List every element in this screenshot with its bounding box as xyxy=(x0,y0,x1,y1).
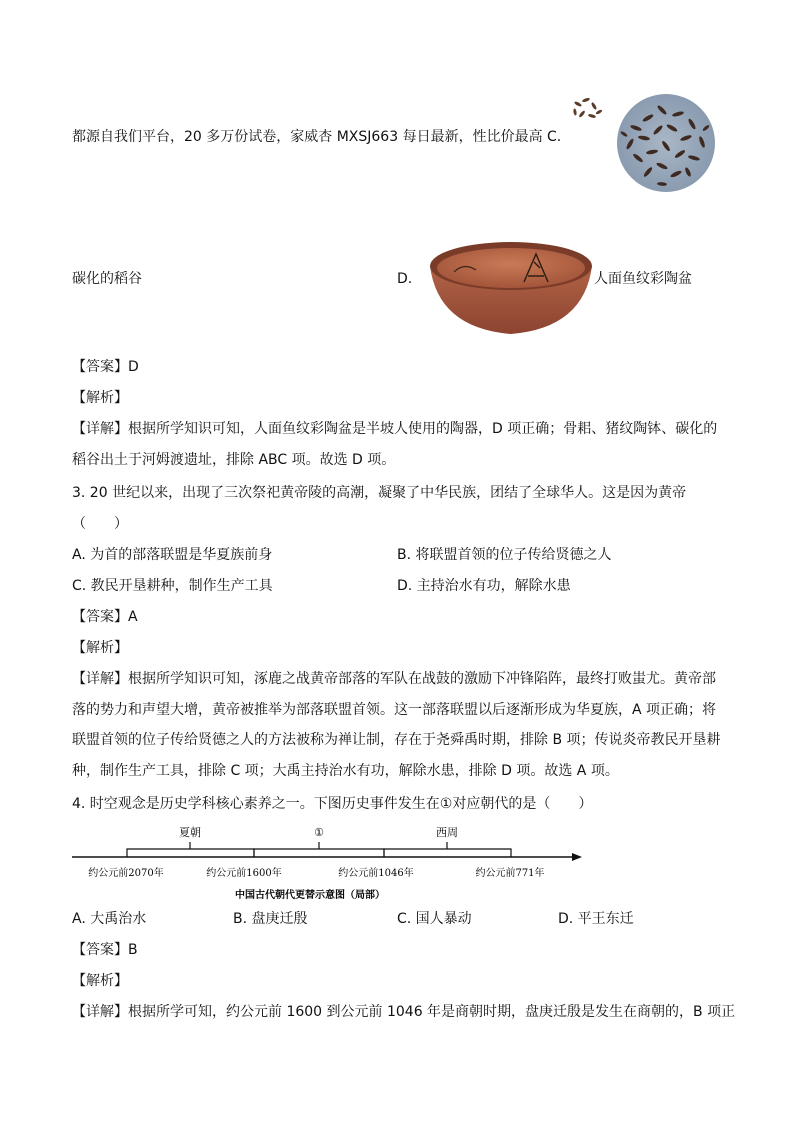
rice-large-circle xyxy=(617,94,715,192)
rice-small-circle xyxy=(570,92,606,128)
q2-option-d-letter: D. xyxy=(397,271,413,287)
q2-option-d-text: 人面鱼纹彩陶盆 xyxy=(594,271,692,287)
q4-stem: 4. 时空观念是历史学科核心素养之一。下图历史事件发生在①对应朝代的是（ ） xyxy=(72,796,593,812)
q2-detail: 【详解】根据所学知识可知，人面鱼纹彩陶盆是半坡人使用的陶器，D 项正确；骨耜、猪纹陶钵、碳化的稻谷出土于河姆渡遗址，排除 ABC 项。故选 D 项。 xyxy=(72,421,718,468)
period-label-1: ① xyxy=(314,826,324,839)
q3-stem: 3. 20 世纪以来，出现了三次祭祀黄帝陵的高潮，凝聚了中华民族，团结了全球华人。这是因为黄帝 xyxy=(72,485,687,501)
period-bracket-xia xyxy=(127,849,254,857)
q2-option-c-text: 碳化的稻谷 xyxy=(72,271,142,287)
carbonized-rice-image xyxy=(566,88,716,194)
period-bracket-xizhou xyxy=(384,849,511,857)
q4-detail: 【详解】根据所学可知，约公元前 1600 到公元前 1046 年是商朝时期，盘庚迁殷是发生在商朝的，B 项正 xyxy=(72,1004,736,1020)
period-label-xia: 夏朝 xyxy=(179,826,201,839)
q3-option-d: D. 主持治水有功，解除水患 xyxy=(397,578,571,594)
q3-bracket: （ ） xyxy=(72,516,128,532)
date-label-1046: 约公元前1046年 xyxy=(338,868,414,879)
q2-answer: 【答案】D xyxy=(72,359,139,375)
date-label-2070: 约公元前2070年 xyxy=(88,868,164,879)
q4-option-d: D. 平王东迁 xyxy=(558,911,634,927)
q4-option-a: A. 大禹治水 xyxy=(72,911,147,927)
timeline-arrow xyxy=(572,853,582,861)
q4-option-b: B. 盘庚迁殷 xyxy=(233,911,308,927)
q4-analysis-label: 【解析】 xyxy=(72,973,128,989)
q3-analysis-label: 【解析】 xyxy=(72,640,128,656)
header-line: 都源自我们平台，20 多万份试卷，家威杏 MXSJ663 每日最新，性比价最高 C. xyxy=(72,129,562,145)
period-bracket-1 xyxy=(254,849,384,857)
painted-pottery-basin-image xyxy=(424,232,598,338)
q4-answer: 【答案】B xyxy=(72,942,138,958)
period-label-xizhou: 西周 xyxy=(436,826,458,839)
q3-answer: 【答案】A xyxy=(72,609,138,625)
timeline-caption: 中国古代朝代更替示意图（局部） xyxy=(235,890,385,901)
q3-option-b: B. 将联盟首领的位子传给贤德之人 xyxy=(397,547,612,563)
q4-option-c: C. 国人暴动 xyxy=(397,911,472,927)
q3-option-c: C. 教民开垦耕种，制作生产工具 xyxy=(72,578,273,594)
q3-detail: 【详解】根据所学知识可知，涿鹿之战黄帝部落的军队在战鼓的激励下冲锋陷阵，最终打败蚩尤。黄帝部落的势力和声望大增，黄帝被推举为部落联盟首领。这一部落联盟以后逐渐形成为华夏族，A 项正确；将联盟首领的位子传给贤德之人的方法被称为禅让制，存在于尧舜禹时期，排除 B 项；传说炎帝教民开垦耕种，制作生产工具，排除 C 项；大禹主持治水有功，解除水患，排除 D 项。故选 A 项。 xyxy=(72,671,721,779)
dynasty-timeline-diagram xyxy=(70,818,584,904)
date-label-1600: 约公元前1600年 xyxy=(206,868,282,879)
q3-option-a: A. 为首的部落联盟是华夏族前身 xyxy=(72,547,273,563)
q2-analysis-label: 【解析】 xyxy=(72,390,128,406)
date-label-771: 约公元前771年 xyxy=(475,868,545,879)
